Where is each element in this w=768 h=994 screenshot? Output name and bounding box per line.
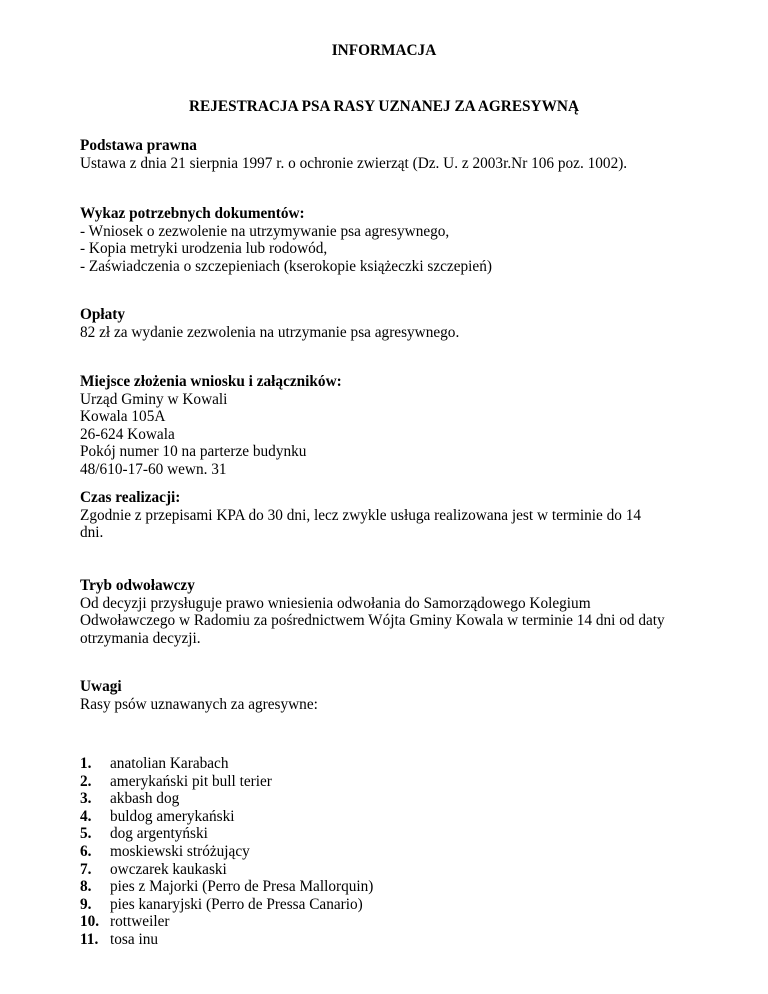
section-text-line: - Zaświadczenia o szczepieniach (kserokopie książeczki szczepień) (80, 257, 492, 275)
list-item-number: 5. (80, 825, 92, 843)
phone-line: 48/610-17-60 wewn. 31 (80, 460, 227, 478)
list-item-label: moskiewski stróżujący (110, 842, 250, 860)
list-item-number: 7. (80, 860, 92, 878)
section-fees (80, 306, 459, 341)
section-heading: Tryb odwoławczy (80, 577, 195, 594)
list-item (80, 808, 373, 826)
address-line: Pokój numer 10 na parterze budynku (80, 443, 307, 461)
address-line: 26-624 Kowala (80, 425, 175, 443)
section-heading: Podstawa prawna (80, 137, 197, 154)
list-item-number: 11. (80, 930, 99, 948)
list-item-label: buldog amerykański (110, 807, 235, 825)
list-item (80, 790, 373, 808)
section-heading: Miejsce złożenia wniosku i załączników: (80, 373, 342, 390)
document-title: INFORMACJA (331, 42, 437, 59)
section-submission-place (80, 373, 342, 479)
list-item-label: owczarek kaukaski (110, 860, 227, 878)
section-text-line: 82 zł za wydanie zezwolenia na utrzymanie psa agresywnego. (80, 323, 460, 341)
list-item-number: 4. (80, 807, 92, 825)
section-text-line: Od decyzji przysługuje prawo wniesienia odwołania do Samorządowego Kolegium (80, 594, 591, 612)
list-item (80, 825, 373, 843)
list-item-label: anatolian Karabach (110, 755, 229, 772)
list-item-label: rottweiler (110, 913, 170, 931)
list-item (80, 843, 373, 861)
list-item (80, 931, 373, 949)
section-required-documents (80, 205, 492, 275)
list-item (80, 861, 373, 879)
section-text-line: otrzymania decyzji. (80, 629, 201, 647)
address-line: Kowala 105A (80, 408, 166, 426)
list-item-number: 6. (80, 842, 92, 860)
list-item-number: 9. (80, 895, 92, 913)
section-text-line: Odwoławczego w Radomiu za pośrednictwem Wójta Gminy Kowala w terminie 14 dni od daty (80, 612, 665, 630)
list-item (80, 755, 373, 773)
list-item-number: 3. (80, 790, 92, 808)
section-heading: Uwagi (80, 678, 122, 695)
list-item (80, 913, 373, 931)
list-item-number: 1. (80, 755, 92, 772)
section-text-line: Rasy psów uznawanych za agresywne: (80, 695, 318, 713)
section-text-line: Ustawa z dnia 21 sierpnia 1997 r. o ochronie zwierząt (Dz. U. z 2003r.Nr 106 poz. 1002). (80, 154, 628, 172)
list-item-label: pies z Majorki (Perro de Presa Mallorquin) (110, 878, 374, 896)
address-line: Urząd Gminy w Kowali (80, 390, 228, 408)
list-item-number: 8. (80, 878, 92, 896)
list-item-number: 2. (80, 772, 92, 790)
section-text-line: - Kopia metryki urodzenia lub rodowód, (80, 240, 328, 258)
section-heading: Opłaty (80, 306, 126, 323)
list-item-label: akbash dog (110, 790, 180, 808)
section-heading: Wykaz potrzebnych dokumentów: (80, 205, 305, 222)
section-appeal-procedure (80, 577, 665, 647)
section-processing-time (80, 489, 641, 542)
list-item-label: pies kanaryjski (Perro de Pressa Canario) (110, 895, 363, 913)
section-notes (80, 678, 318, 713)
list-item (80, 773, 373, 791)
list-item-label: amerykański pit bull terier (110, 772, 272, 790)
list-item (80, 878, 373, 896)
section-text-line: dni. (80, 524, 104, 542)
list-item (80, 896, 373, 914)
section-heading: Czas realizacji: (80, 489, 181, 506)
document-subtitle: REJESTRACJA PSA RASY UZNANEJ ZA AGRESYWNĄ (188, 98, 579, 115)
section-legal-basis (80, 137, 627, 172)
list-item-label: tosa inu (110, 930, 159, 948)
section-text-line: - Wniosek o zezwolenie na utrzymywanie psa agresywnego, (80, 222, 450, 240)
section-text-line: Zgodnie z przepisami KPA do 30 dni, lecz zwykle usługa realizowana jest w terminie do 14 (80, 506, 642, 524)
list-item-label: dog argentyński (110, 825, 208, 843)
aggressive-breeds-list (80, 755, 373, 949)
list-item-number: 10. (80, 913, 100, 931)
